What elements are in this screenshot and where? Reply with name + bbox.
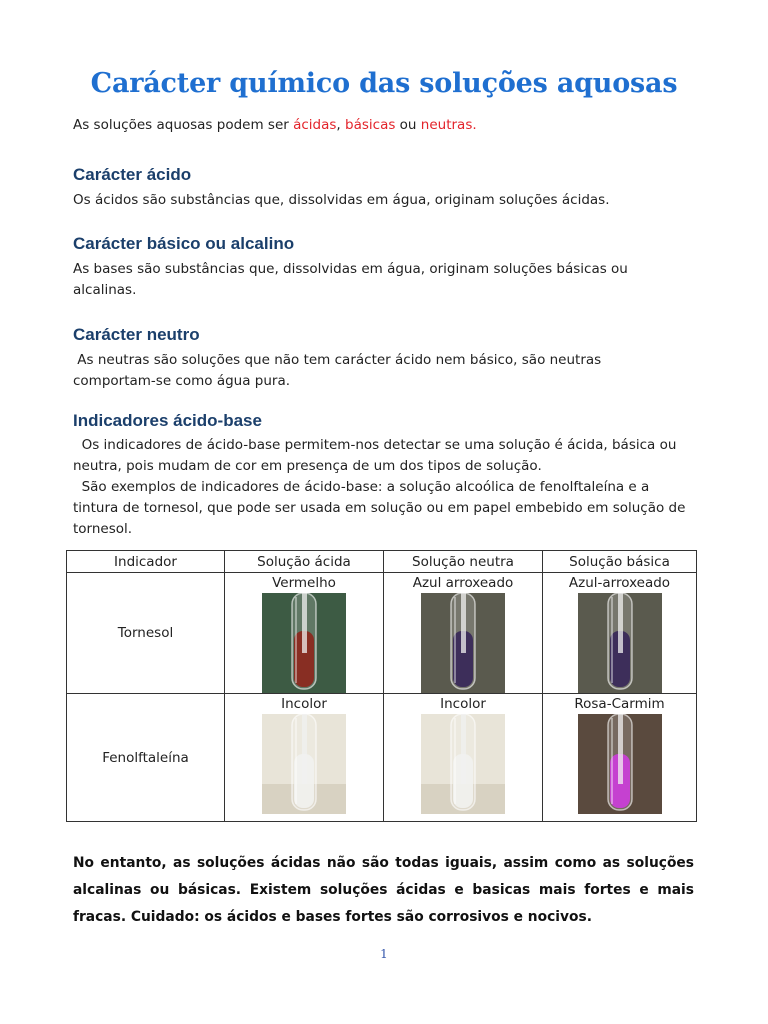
test-tube-image: [421, 593, 505, 693]
heading-indicadores: Indicadores ácido-base: [73, 411, 262, 430]
test-tube-svg: [421, 593, 505, 693]
heading-neutro: Carácter neutro: [73, 325, 200, 344]
intro-ou: ou: [395, 117, 421, 133]
table-header-cell: Indicador: [67, 551, 225, 573]
tube-rod: [302, 593, 307, 653]
table-header-cell: Solução ácida: [225, 551, 384, 573]
table-cell: [225, 694, 384, 822]
test-tube-svg: [578, 714, 662, 814]
intro-acidas: ácidas: [293, 117, 337, 133]
color-label: Azul arroxeado: [412, 575, 514, 591]
tube-rod: [618, 593, 623, 653]
intro-comma: ,: [336, 117, 346, 133]
table-header-cell: Solução neutra: [384, 551, 543, 573]
page-number: 1: [380, 947, 388, 961]
color-label: Azul-arroxeado: [568, 575, 671, 591]
text-neutro: As neutras são soluções que não tem carácter ácido nem básico, são neutras comportam-se como água pura.: [73, 352, 606, 389]
indicator-name: Tornesol: [67, 573, 225, 694]
heading-basico: Carácter básico ou alcalino: [73, 234, 295, 253]
table-cell: [225, 573, 384, 694]
color-label: Incolor: [440, 696, 486, 712]
color-label: Rosa-Carmim: [574, 696, 665, 712]
test-tube-image: [262, 593, 346, 693]
tube-rod: [302, 714, 307, 784]
text-acido: Os ácidos são substâncias que, dissolvidas em água, originam soluções ácidas.: [73, 192, 610, 208]
indicator-table: [66, 550, 697, 822]
table-header-row: [67, 551, 697, 573]
intro-neutras: neutras.: [420, 117, 477, 133]
page-title: Carácter químico das soluções aquosas: [90, 68, 678, 99]
text-indicadores-1: Os indicadores de ácido-base permitem-nos detectar se uma solução é ácida, básica ou neutra, pois mudam de cor em presença de um dos tipos de solução.: [73, 437, 681, 474]
color-label: Vermelho: [272, 575, 336, 591]
table-cell: [543, 694, 697, 822]
text-indicadores-2: São exemplos de indicadores de ácido-base: a solução alcoólica de fenolftaleína e a tintura de tornesol, que pode ser usada em solução ou em papel embebido em solução de tornesol.: [73, 479, 690, 537]
tube-rod: [618, 714, 623, 784]
closing-paragraph: No entanto, as soluções ácidas não são todas iguais, assim como as soluções alcalinas ou básicas. Existem soluções ácidas e basicas mais fortes e mais fracas. Cuidado: os ácidos e bases fortes são corrosivos e nocivos.: [73, 855, 694, 925]
intro-paragraph: [73, 117, 477, 133]
table-cell: [384, 573, 543, 694]
test-tube-svg: [578, 593, 662, 693]
color-label: Incolor: [281, 696, 327, 712]
indicator-name: Fenolftaleína: [67, 694, 225, 822]
test-tube-image: [578, 593, 662, 693]
table-header-cell: Solução básica: [543, 551, 697, 573]
test-tube-svg: [262, 714, 346, 814]
intro-prefix: As soluções aquosas podem ser: [73, 117, 294, 133]
test-tube-image: [262, 714, 346, 814]
test-tube-image: [578, 714, 662, 814]
test-tube-svg: [262, 593, 346, 693]
table-cell: [543, 573, 697, 694]
tube-rod: [461, 593, 466, 653]
table-row: [67, 694, 697, 822]
test-tube-image: [421, 714, 505, 814]
test-tube-svg: [421, 714, 505, 814]
heading-acido: Carácter ácido: [73, 165, 192, 184]
tube-rod: [461, 714, 466, 784]
table-cell: [384, 694, 543, 822]
table-row: [67, 573, 697, 694]
text-basico: As bases são substâncias que, dissolvidas em água, originam soluções básicas ou alcalinas.: [73, 261, 628, 298]
intro-basicas: básicas: [345, 117, 396, 133]
